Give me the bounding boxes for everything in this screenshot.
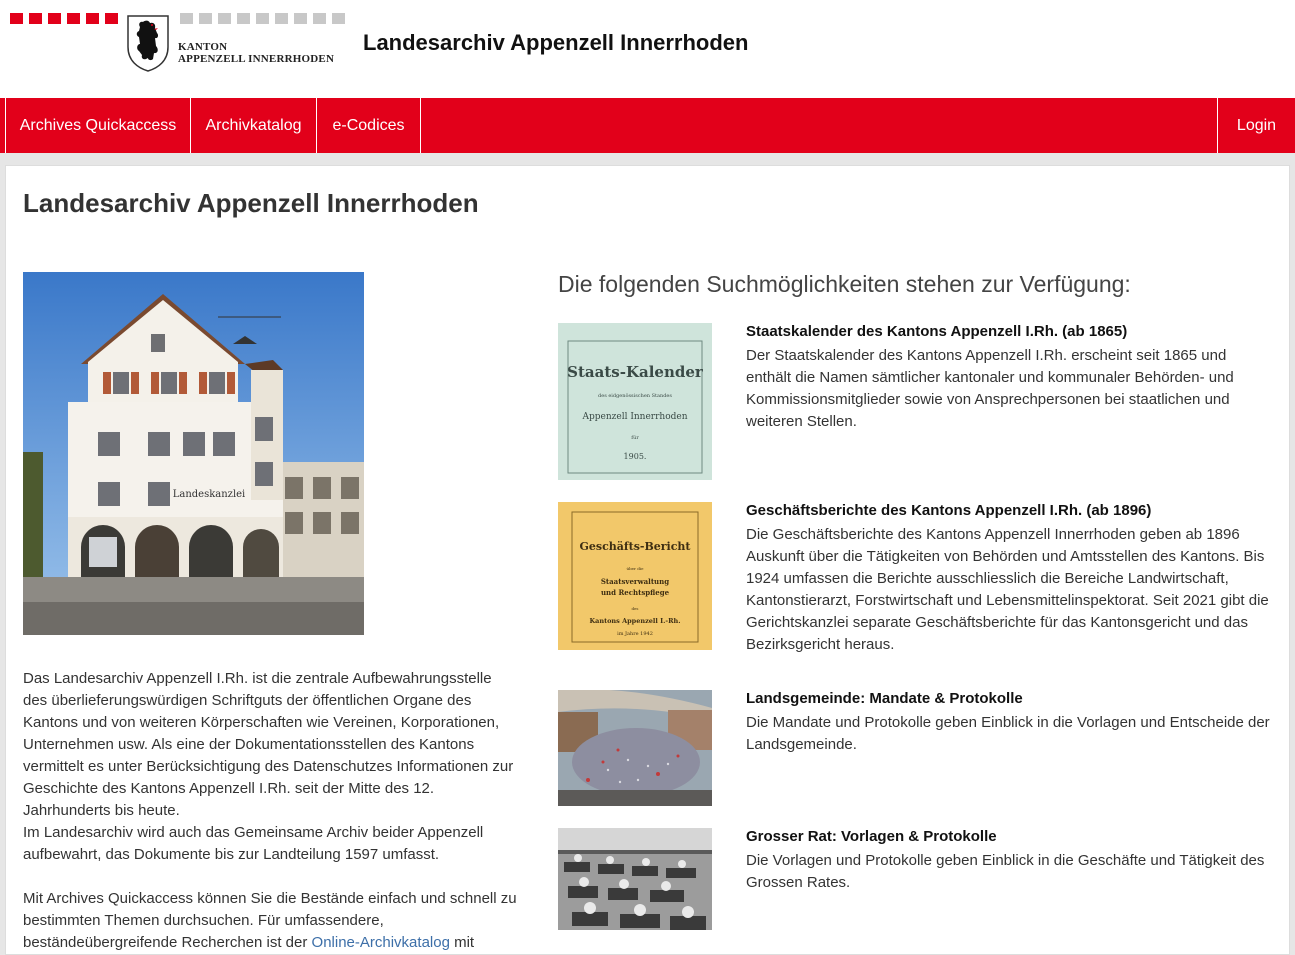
content-card bbox=[5, 165, 1290, 955]
cover1-title: Staats-Kalender bbox=[567, 363, 703, 381]
landsgemeinde-photo-thumbnail[interactable] bbox=[558, 690, 712, 806]
grosser-rat-title[interactable]: Grosser Rat: Vorlagen & Protokolle bbox=[746, 828, 997, 845]
site-header bbox=[0, 0, 1295, 98]
logo-red-squares bbox=[10, 13, 118, 24]
building-sign: Landeskanzlei bbox=[172, 489, 246, 500]
cover1-place: Appenzell Innerrhoden bbox=[582, 412, 688, 422]
site-title[interactable]: Landesarchiv Appenzell Innerrhoden bbox=[363, 30, 749, 55]
landesarchiv-building-photo bbox=[23, 272, 364, 635]
landsgemeinde-description: Die Mandate und Protokolle geben Einblick in die Vorlagen und Entscheide der Landsgemeinde. bbox=[746, 714, 1270, 753]
cover2-line1: Staatsverwaltung bbox=[600, 577, 670, 586]
kanton-line-2: APPENZELL INNERRHODEN bbox=[178, 53, 335, 65]
cover1-fuer: für bbox=[631, 435, 639, 441]
intro-text bbox=[23, 668, 518, 954]
nav-archivkatalog[interactable]: Archivkatalog bbox=[191, 98, 317, 153]
grosser-rat-description: Die Vorlagen und Protokolle geben Einblick in die Geschäfte und Tätigkeit des Grossen Rates. bbox=[746, 852, 1265, 891]
intro-paragraph-3 bbox=[23, 888, 518, 954]
kanton-line-1: KANTON bbox=[178, 41, 228, 53]
bear-coat-of-arms-icon[interactable] bbox=[125, 13, 171, 73]
intro-p3-start: Mit Archives Quickaccess können Sie die Bestände einfach und schnell zu bestimmten Themen durchsuchen. Für umfassendere, beständeübergreifende Recherchen ist der bbox=[23, 890, 517, 951]
cover2-title: Geschäfts-Bericht bbox=[579, 540, 691, 553]
cover1-year: 1905. bbox=[623, 452, 647, 461]
geschaeftsbericht-cover-thumbnail[interactable] bbox=[558, 502, 712, 650]
main-nav bbox=[0, 98, 1295, 153]
online-archivkatalog-link[interactable]: Online-Archivkatalog bbox=[311, 934, 450, 951]
cover2-line4: Kantons Appenzell I.-Rh. bbox=[589, 617, 681, 625]
nav-archives-quickaccess[interactable]: Archives Quickaccess bbox=[5, 98, 191, 153]
cover2-line2: und Rechtspflege bbox=[600, 588, 670, 597]
cover2-sub: über die bbox=[626, 566, 644, 571]
page-title: Landesarchiv Appenzell Innerrhoden bbox=[23, 188, 479, 218]
cover1-sub: des eidgenössischen Standes bbox=[598, 393, 672, 399]
intro-paragraph-2: Im Landesarchiv wird auch das Gemeinsame Archiv beider Appenzell aufbewahrt, das Dokumente bis zur Landteilung 1597 umfasst. bbox=[23, 824, 484, 863]
grosser-rat-photo-thumbnail[interactable] bbox=[558, 828, 712, 930]
cover2-line3: des bbox=[631, 606, 639, 611]
cover2-line5: im Jahre 1942 bbox=[617, 631, 653, 637]
geschaeftsberichte-title[interactable]: Geschäftsberichte des Kantons Appenzell I.Rh. (ab 1896) bbox=[746, 502, 1152, 519]
nav-login[interactable]: Login bbox=[1217, 98, 1295, 153]
search-options-heading: Die folgenden Suchmöglichkeiten stehen zur Verfügung: bbox=[558, 271, 1131, 297]
kanton-logo-text[interactable] bbox=[178, 41, 334, 65]
intro-p3-end: mit bbox=[449, 934, 475, 951]
intro-paragraph-1: Das Landesarchiv Appenzell I.Rh. ist die zentrale Aufbewahrungsstelle des überlieferungswürdigen Schriftguts der öffentlichen Organe des Kantons und von weiteren Körperschaften wie Vereinen, Korporationen, Unternehmen usw. Als eine der Dokumentationsstellen des Kantons vermittelt es unter Berücksichtigung des Datenschutzes Informationen zur Geschichte des Kantons Appenzell I.Rh. seit der Mitte des 12. Jahrhunderts bis heute. bbox=[23, 670, 514, 819]
geschaeftsberichte-description: Die Geschäftsberichte des Kantons Appenzell Innerrhoden geben ab 1896 Auskunft über die Tätigkeiten von Behörden und Amtsstellen des Kantons. Bis 1924 umfassen die Berichte ausschliesslich die Bereiche Landwirtschaft, Kantonstierarzt, Forstwirtschaft und Lebensmittelinspektorat. Seit 2021 gibt die Gerichtskanzlei separate Geschäftsberichte für das Kantonsgericht und das Bezirksgericht heraus. bbox=[746, 526, 1269, 653]
logo-grey-squares bbox=[180, 13, 345, 24]
nav-e-codices[interactable]: e-Codices bbox=[317, 98, 421, 153]
landsgemeinde-title[interactable]: Landsgemeinde: Mandate & Protokolle bbox=[746, 690, 1023, 707]
staatskalender-title[interactable]: Staatskalender des Kantons Appenzell I.Rh. (ab 1865) bbox=[746, 323, 1128, 340]
staatskalender-description: Der Staatskalender des Kantons Appenzell I.Rh. erscheint seit 1865 und enthält die Namen sämtlicher kantonaler und kommunaler Behörden- und Kommissionsmitglieder sowie von Ansprechpersonen bei staatlichen und weiteren Stellen. bbox=[746, 347, 1234, 430]
staatskalender-cover-thumbnail[interactable] bbox=[558, 323, 712, 480]
